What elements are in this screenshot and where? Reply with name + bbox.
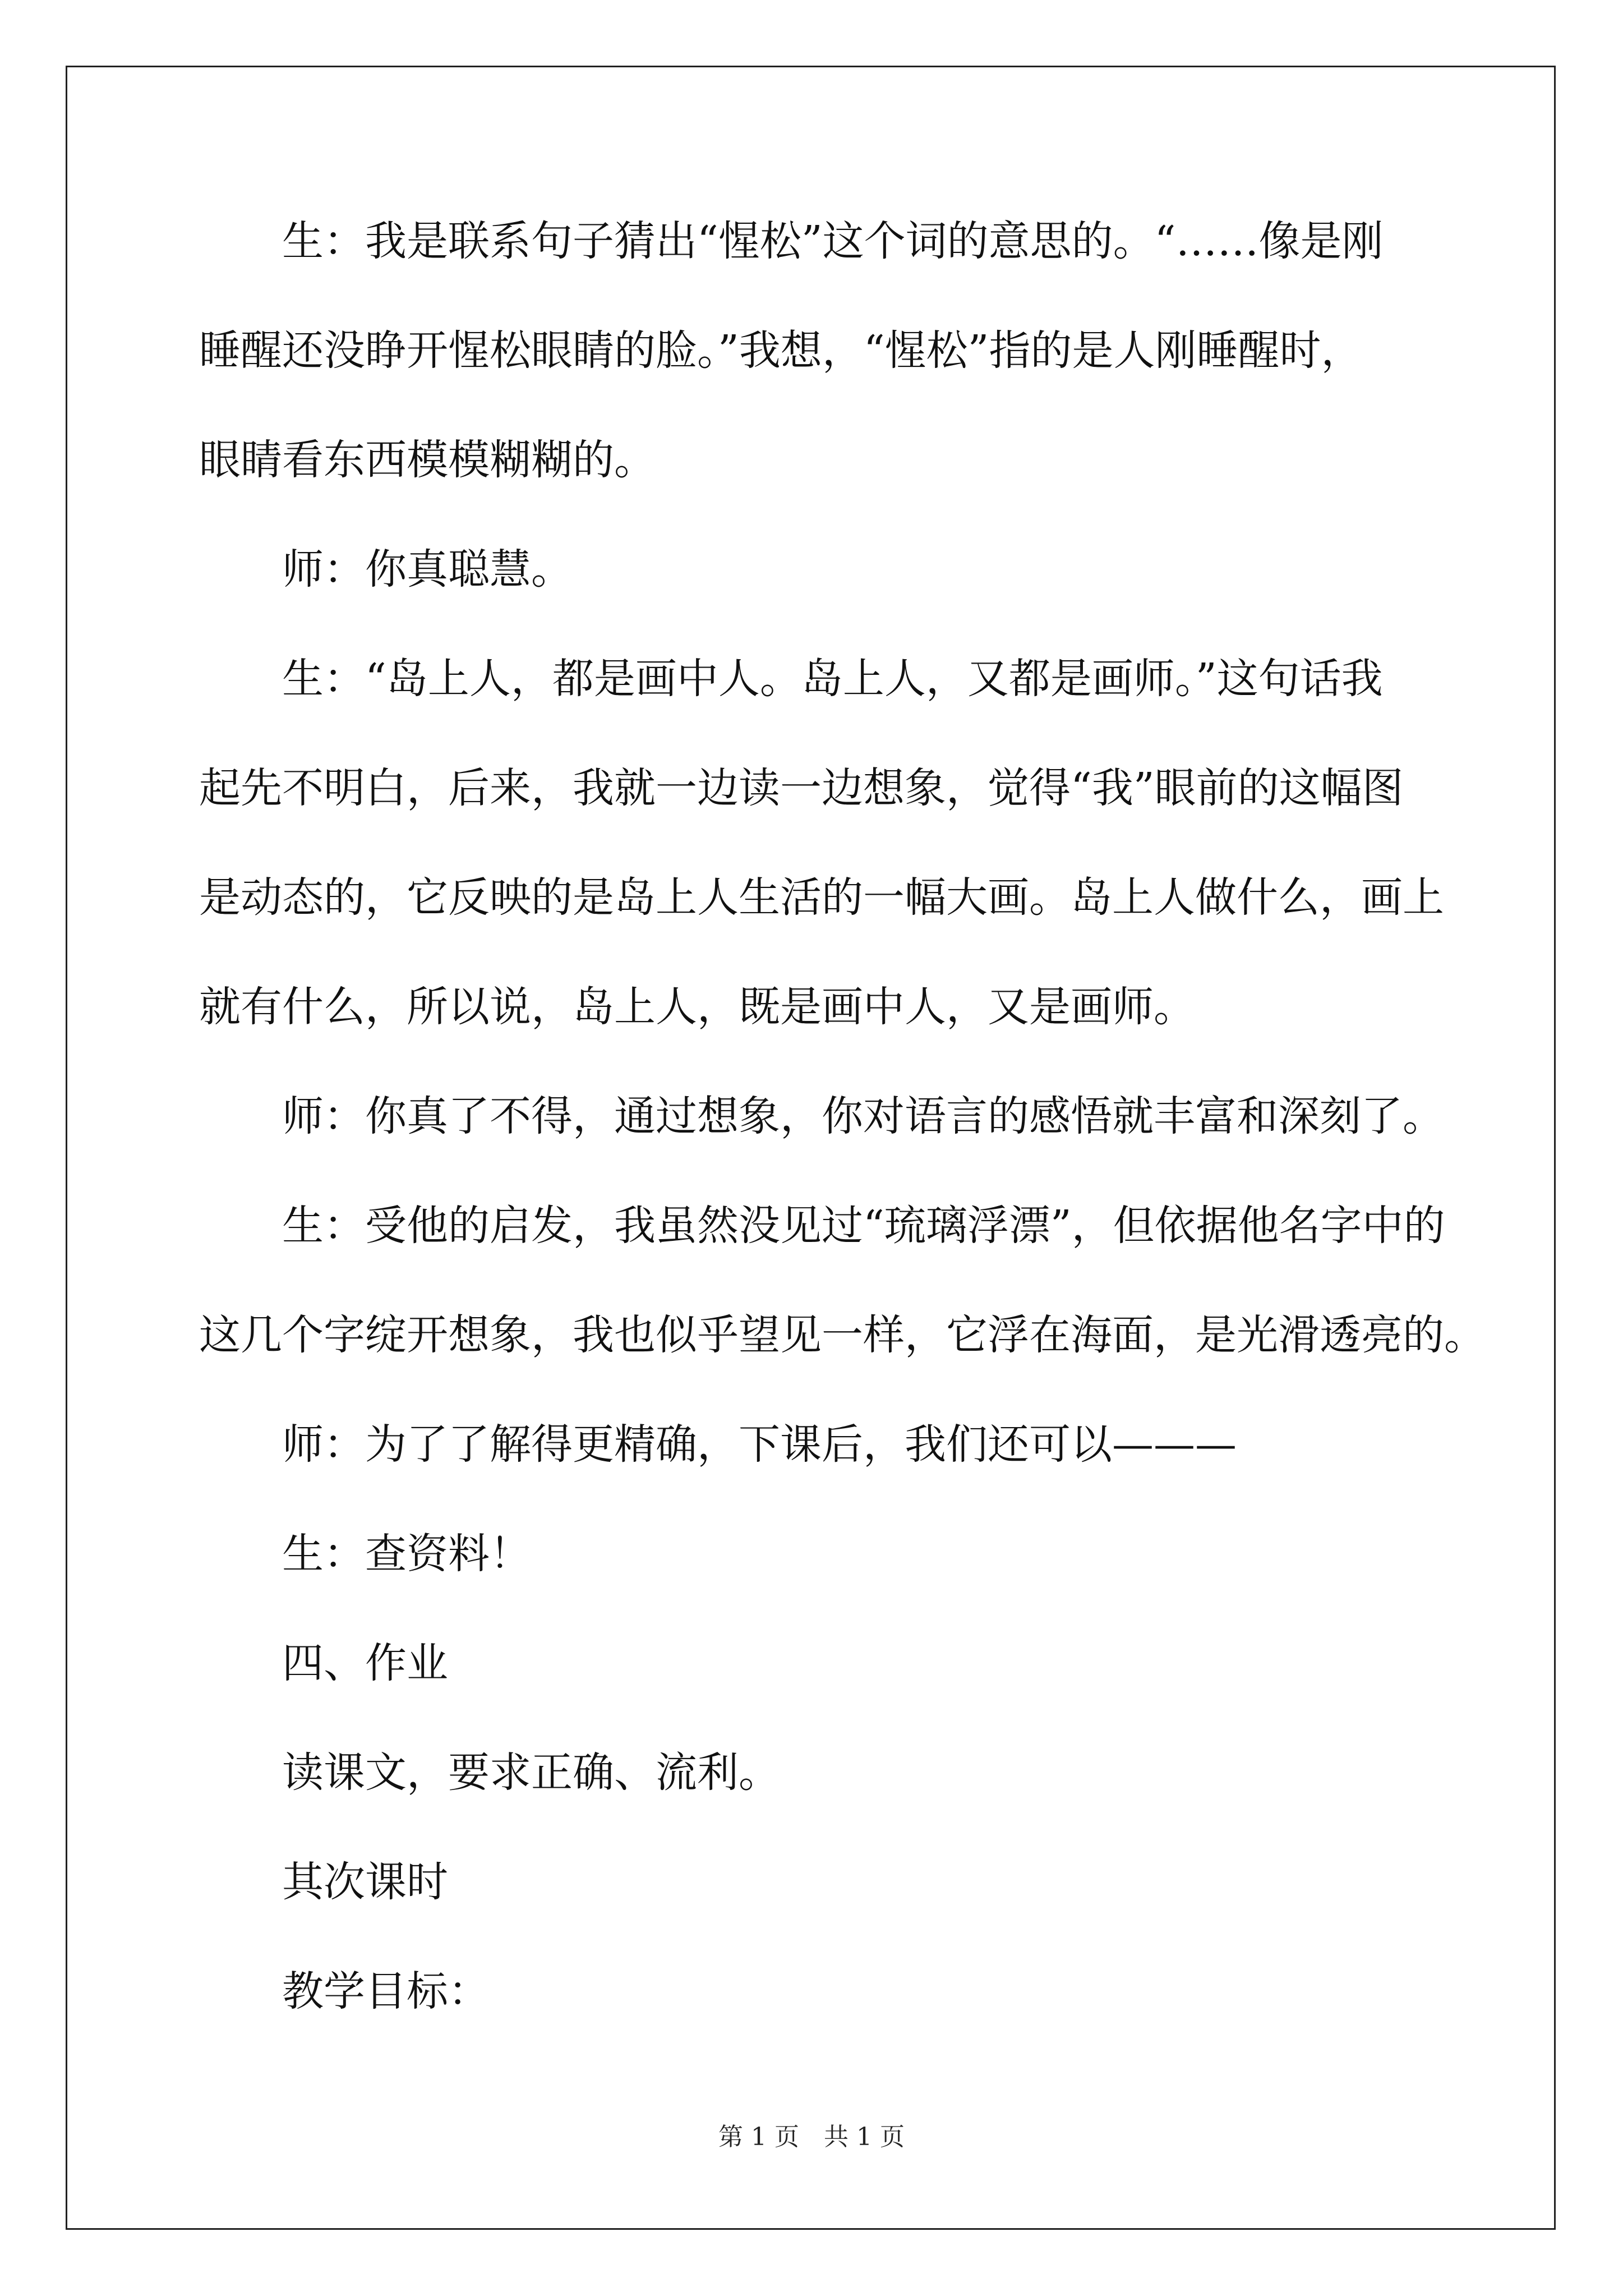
paragraph-line: 眼睛看东西模模糊糊的。 [199,436,656,484]
paragraph-line: 师：你真聪慧。 [282,545,573,593]
paragraph-line: 生：“岛上人，都是画中人。岛上人，又都是画师。”这句话我 [282,655,1383,703]
paragraph-line: 生：查资料！ [282,1530,531,1578]
page-number-footer: 第 1 页 共 1 页 [718,2123,905,2151]
paragraph-line: 生：我是联系句子猜出“惺松”这个词的意思的。“……像是刚 [282,217,1384,265]
section-heading: 四、作业 [282,1639,448,1687]
section-heading: 教学目标： [282,1967,490,2016]
paragraph-line: 这几个字绽开想象，我也似乎望见一样，它浮在海面，是光滑透亮的。 [199,1311,1486,1359]
paragraph-line: 师：你真了不得，通过想象，你对语言的感悟就丰富和深刻了。 [282,1092,1444,1140]
paragraph-line: 起先不明白，后来，我就一边读一边想象，觉得“我”眼前的这幅图 [199,764,1404,812]
paragraph-line: 就有什么，所以说，岛上人，既是画中人，又是画师。 [199,983,1195,1031]
paragraph-line: 是动态的，它反映的是岛上人生活的一幅大画。岛上人做什么，画上 [199,873,1444,922]
paragraph-line: 生：受他的启发，我虽然没见过“琉璃浮漂”，但依据他名字中的 [282,1202,1445,1250]
paragraph-line: 师：为了了解得更精确，下课后，我们还可以——— [282,1420,1237,1469]
section-heading: 其次课时 [282,1858,448,1906]
paragraph-line: 读课文，要求正确、流利。 [282,1749,780,1797]
paragraph-line: 睡醒还没睁开惺松眼睛的脸。”我想，“惺松”指的是人刚睡醒时， [199,326,1363,375]
